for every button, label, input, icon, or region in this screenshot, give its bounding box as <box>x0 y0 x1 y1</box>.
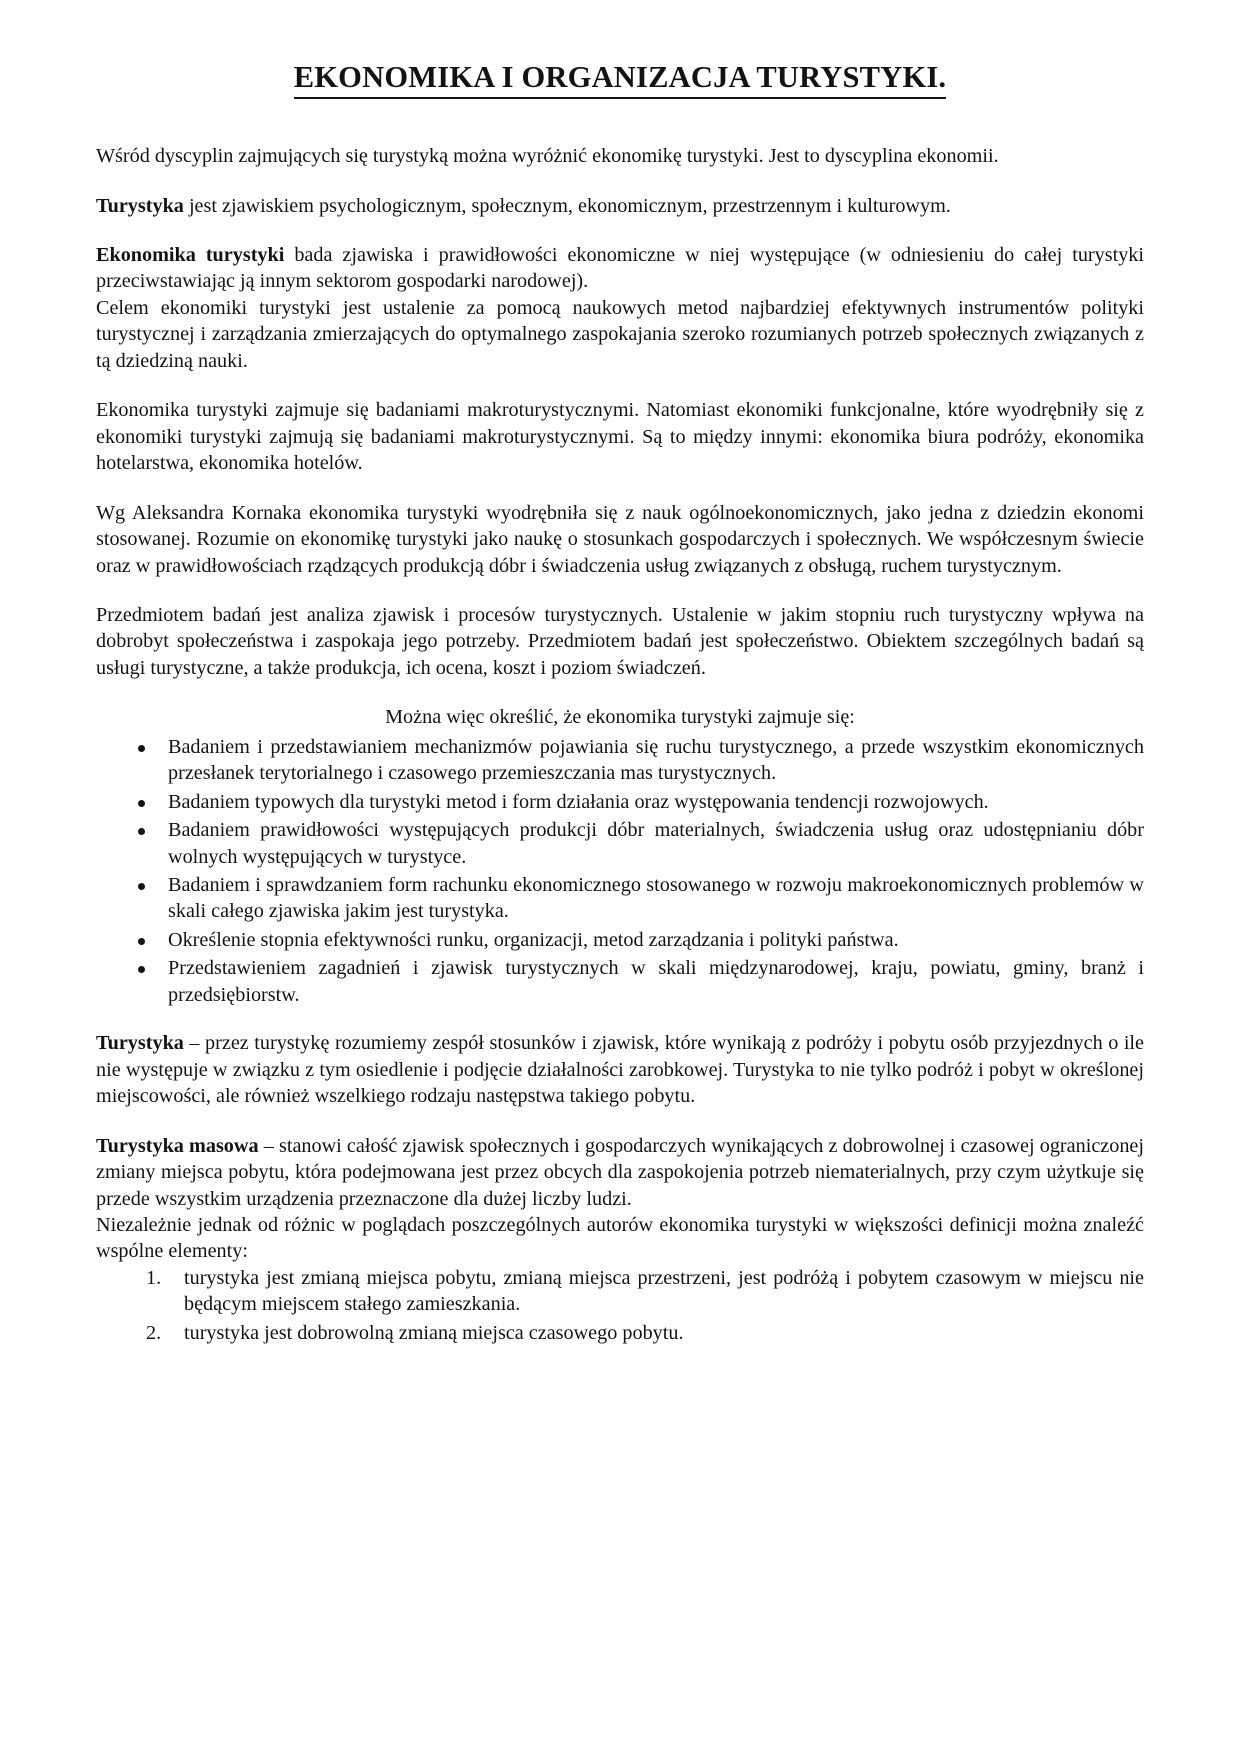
term-ekonomika-turystyki: Ekonomika turystyki <box>96 243 285 266</box>
document-body <box>96 143 1144 1346</box>
paragraph-turystyka-masowa-rest: – stanowi całość zjawisk społecznych i gospodarczych wynikających z dobrowolnej i czasowej ograniczonej zmiany miejsca pobytu, która podejmowana jest przez obcych dla zaspokojenia potrzeb niematerialnych, przy czym użytkuje się przede wszystkim urządzenia przeznaczone dla dużej liczby ludzi. <box>96 1134 1144 1210</box>
list-item: Określenie stopnia efektywności runku, organizacji, metod zarządzania i polityki państwa. <box>96 927 1144 953</box>
list-item: Badaniem typowych dla turystyki metod i form działania oraz występowania tendencji rozwojowych. <box>96 789 1144 815</box>
numbered-list <box>96 1265 1144 1346</box>
list-item: turystyka jest dobrowolną zmianą miejsca czasowego pobytu. <box>184 1321 684 1344</box>
paragraph-wspolne-elementy: Niezależnie jednak od różnic w poglądach poszczególnych autorów ekonomika turystyki w większości definicji można znaleźć wspólne elementy: <box>96 1214 1144 1263</box>
paragraph-intro: Wśród dyscyplin zajmujących się turystyką można wyróżnić ekonomikę turystyki. Jest to dyscyplina ekonomii. <box>96 145 999 168</box>
paragraph-turystyka-rest: jest zjawiskiem psychologicznym, społecznym, ekonomicznym, przestrzennym i kulturowym. <box>183 194 951 217</box>
bullet-list <box>96 734 1144 1009</box>
paragraph-ekonomika-rest: bada zjawiska i prawidłowości ekonomiczne w niej występujące (w odniesieniu do całej turystyki przeciwstawiając ją innym sektorom gospodarki narodowej). <box>96 243 1144 293</box>
list-item: Badaniem i sprawdzaniem form rachunku ekonomicznego stosowanego w rozwoju makroekonomicznych problemów w skali całego zjawiska jakim jest turystyka. <box>96 872 1144 925</box>
paragraph-turystyka-full-definition <box>96 1030 1144 1109</box>
term-turystyka-masowa: Turystyka masowa <box>96 1134 259 1157</box>
list-item: Badaniem i przedstawianiem mechanizmów pojawiania się ruchu turystycznego, a przede wszystkim ekonomicznych przesłanek terytorialnego i czasowego przemieszczania mas turystycznych. <box>96 734 1144 787</box>
paragraph-turystyka-full-rest: – przez turystykę rozumiemy zespół stosunków i zjawisk, które wynikają z podróży i pobytu osób przyjezdnych o ile nie występuje w związku z tym osiedlenie i podjęcie działalności zarobkowej. Turystyka to nie tylko podróż i pobyt w określonej miejscowości, ale również wszelkiego rodzaju następstwa takiego pobytu. <box>96 1032 1144 1108</box>
paragraph-turystyka-definition <box>96 193 1144 219</box>
paragraph-ekonomika-definition <box>96 242 1144 295</box>
list-item: Przedstawieniem zagadnień i zjawisk turystycznych w skali międzynarodowej, kraju, powiatu, gminy, branż i przedsiębiorstw. <box>96 955 1144 1008</box>
paragraph-turystyka-masowa <box>96 1133 1144 1212</box>
page-title-text: EKONOMIKA I ORGANIZACJA TURYSTYKI. <box>294 60 947 99</box>
list-item: Badaniem prawidłowości występujących produkcji dóbr materialnych, świadczenia usług oraz udostępnianiu dóbr wolnych występujących w turystyce. <box>96 817 1144 870</box>
paragraph-makroturystyka: Ekonomika turystyki zajmuje się badaniami makroturystycznymi. Natomiast ekonomiki funkcjonalne, które wyodrębniły się z ekonomiki turystyki zajmują się badaniami makroturystycznymi. Są to między innymi: ekonomika biura podróży, ekonomika hotelarstwa, ekonomika hotelów. <box>96 399 1144 475</box>
term-turystyka-2: Turystyka <box>96 1032 184 1055</box>
paragraph-kornak: Wg Aleksandra Kornaka ekonomika turystyki wyodrębniła się z nauk ogólnoekonomicznych, jako jedna z dziedzin ekonomi stosowanej. Rozumie on ekonomikę turystyki jako naukę o stosunkach gospodarczych i społecznych. We współczesnym świecie oraz w prawidłowościach rządzących produkcją dóbr i świadczenia usług związanych z obsługą, ruchem turystycznym. <box>96 501 1144 577</box>
page-title <box>96 60 1144 99</box>
term-turystyka: Turystyka <box>96 194 184 217</box>
list-item: turystyka jest zmianą miejsca pobytu, zmianą miejsca przestrzeni, jest podróżą i pobytem czasowym w miejscu nie będącym miejscem stałego zamieszkania. <box>184 1266 1144 1316</box>
paragraph-cel-ekonomiki: Celem ekonomiki turystyki jest ustalenie za pomocą naukowych metod najbardziej efektywnych instrumentów polityki turystycznej i zarządzania zmierzających do optymalnego zaspokajania szeroko rozumianych potrzeb społecznych związanych z tą dziedziną nauki. <box>96 296 1144 372</box>
list-intro-line: Można więc określić, że ekonomika turystyki zajmuje się: <box>385 706 855 729</box>
paragraph-przedmiot-badan: Przedmiotem badań jest analiza zjawisk i procesów turystycznych. Ustalenie w jakim stopniu ruch turystyczny wpływa na dobrobyt społeczeństwa i zaspokaja jego potrzeby. Przedmiotem badań jest społeczeństwo. Obiektem szczególnych badań są usługi turystyczne, a także produkcja, ich ocena, koszt i poziom świadczeń. <box>96 603 1144 679</box>
